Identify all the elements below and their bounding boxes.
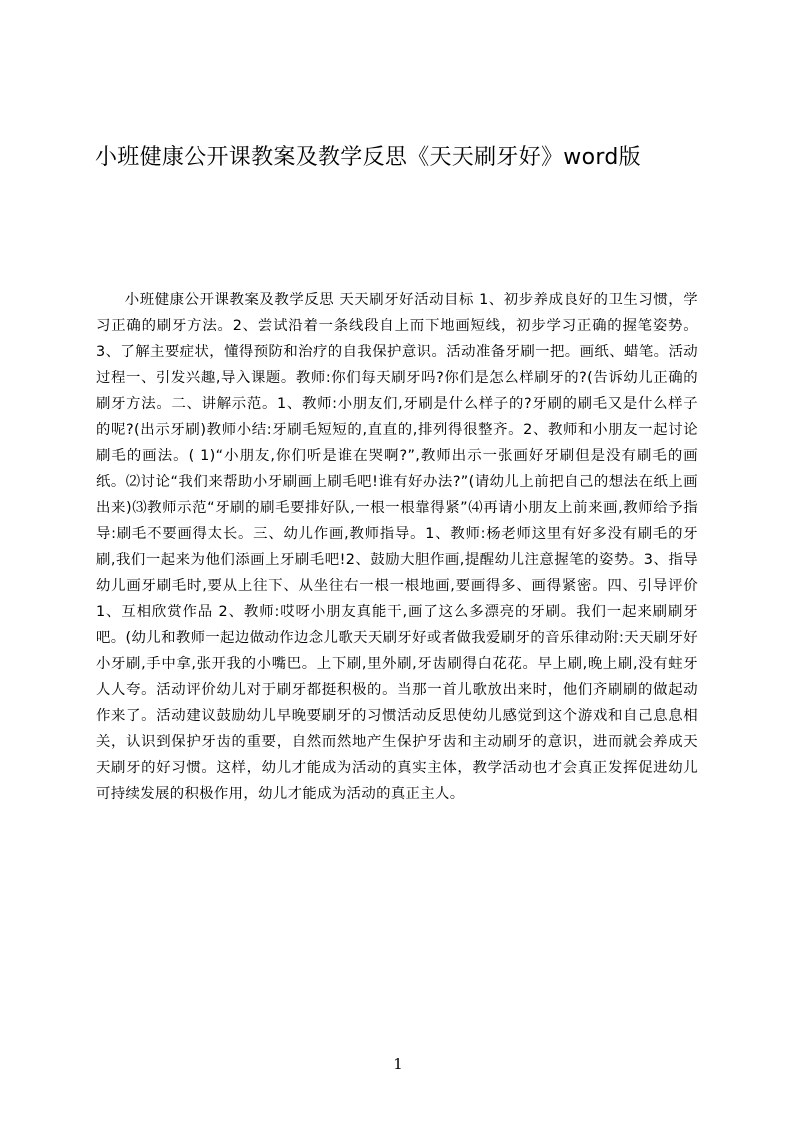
- document-title: 小班健康公开课教案及教学反思《天天刷牙好》word版: [95, 145, 641, 170]
- body-paragraph: 小班健康公开课教案及教学反思 天天刷牙好活动目标 1、初步养成良好的卫生习惯，学习正确的刷牙方法。2、尝试沿着一条线段自上而下地画短线，初步学习正确的握笔姿势。3、了解主要症状，懂得预防和治疗的自我保护意识。活动准备牙刷一把。画纸、蜡笔。活动过程一、引发兴趣,导入课题。教师:你们每天刷牙吗?你们是怎么样刷牙的?(告诉幼儿正确的刷牙方法。二、讲解示范。1、教师:小朋友们,牙刷是什么样子的?牙刷的刷毛又是什么样子的呢?(出示牙刷)教师小结:牙刷毛短短的,直直的,排列得很整齐。2、教师和小朋友一起讨论刷毛的画法。( 1)“小朋友,你们听是谁在哭啊?”,教师出示一张画好牙刷但是没有刷毛的画纸。⑵讨论“我们来帮助小牙刷画上刷毛吧!谁有好办法?”(请幼儿上前把自己的想法在纸上画出来)⑶教师示范“牙刷的刷毛要排好队,一根一根靠得紧”⑷再请小朋友上前来画,教师给予指导:刷毛不要画得太长。三、幼儿作画,教师指导。1、教师:杨老师这里有好多没有刷毛的牙刷,我们一起来为他们添画上牙刷毛吧!2、鼓励大胆作画,提醒幼儿注意握笔的姿势。3、指导幼儿画牙刷毛时,要从上往下、从坐往右一根一根地画,要画得多、画得紧密。四、引导评价 1、互相欣赏作品 2、教师:哎呀小朋友真能干,画了这么多漂亮的牙刷。我们一起来刷刷牙吧。(幼儿和教师一起边做动作边念儿歌天天刷牙好或者做我爱刷牙的音乐律动附:天天刷牙好小牙刷,手中拿,张开我的小嘴巴。上下刷,里外刷,牙齿刷得白花花。早上刷,晚上刷,没有蛀牙人人夸。活动评价幼儿对于刷牙都挺积极的。当那一首儿歌放出来时，他们齐刷刷的做起动作来了。活动建议鼓励幼儿早晚要刷牙的习惯活动反思使幼儿感觉到这个游戏和自己息息相关，认识到保护牙齿的重要，自然而然地产生保护牙齿和主动刷牙的意识，进而就会养成天天刷牙的好习惯。这样，幼儿才能成为活动的真实主体，教学活动也才会真正发挥促进幼儿可持续发展的积极作用，幼儿才能成为活动的真正主人。: [96, 292, 698, 802]
- document-body: [96, 287, 698, 807]
- page-number: 1: [393, 1055, 403, 1073]
